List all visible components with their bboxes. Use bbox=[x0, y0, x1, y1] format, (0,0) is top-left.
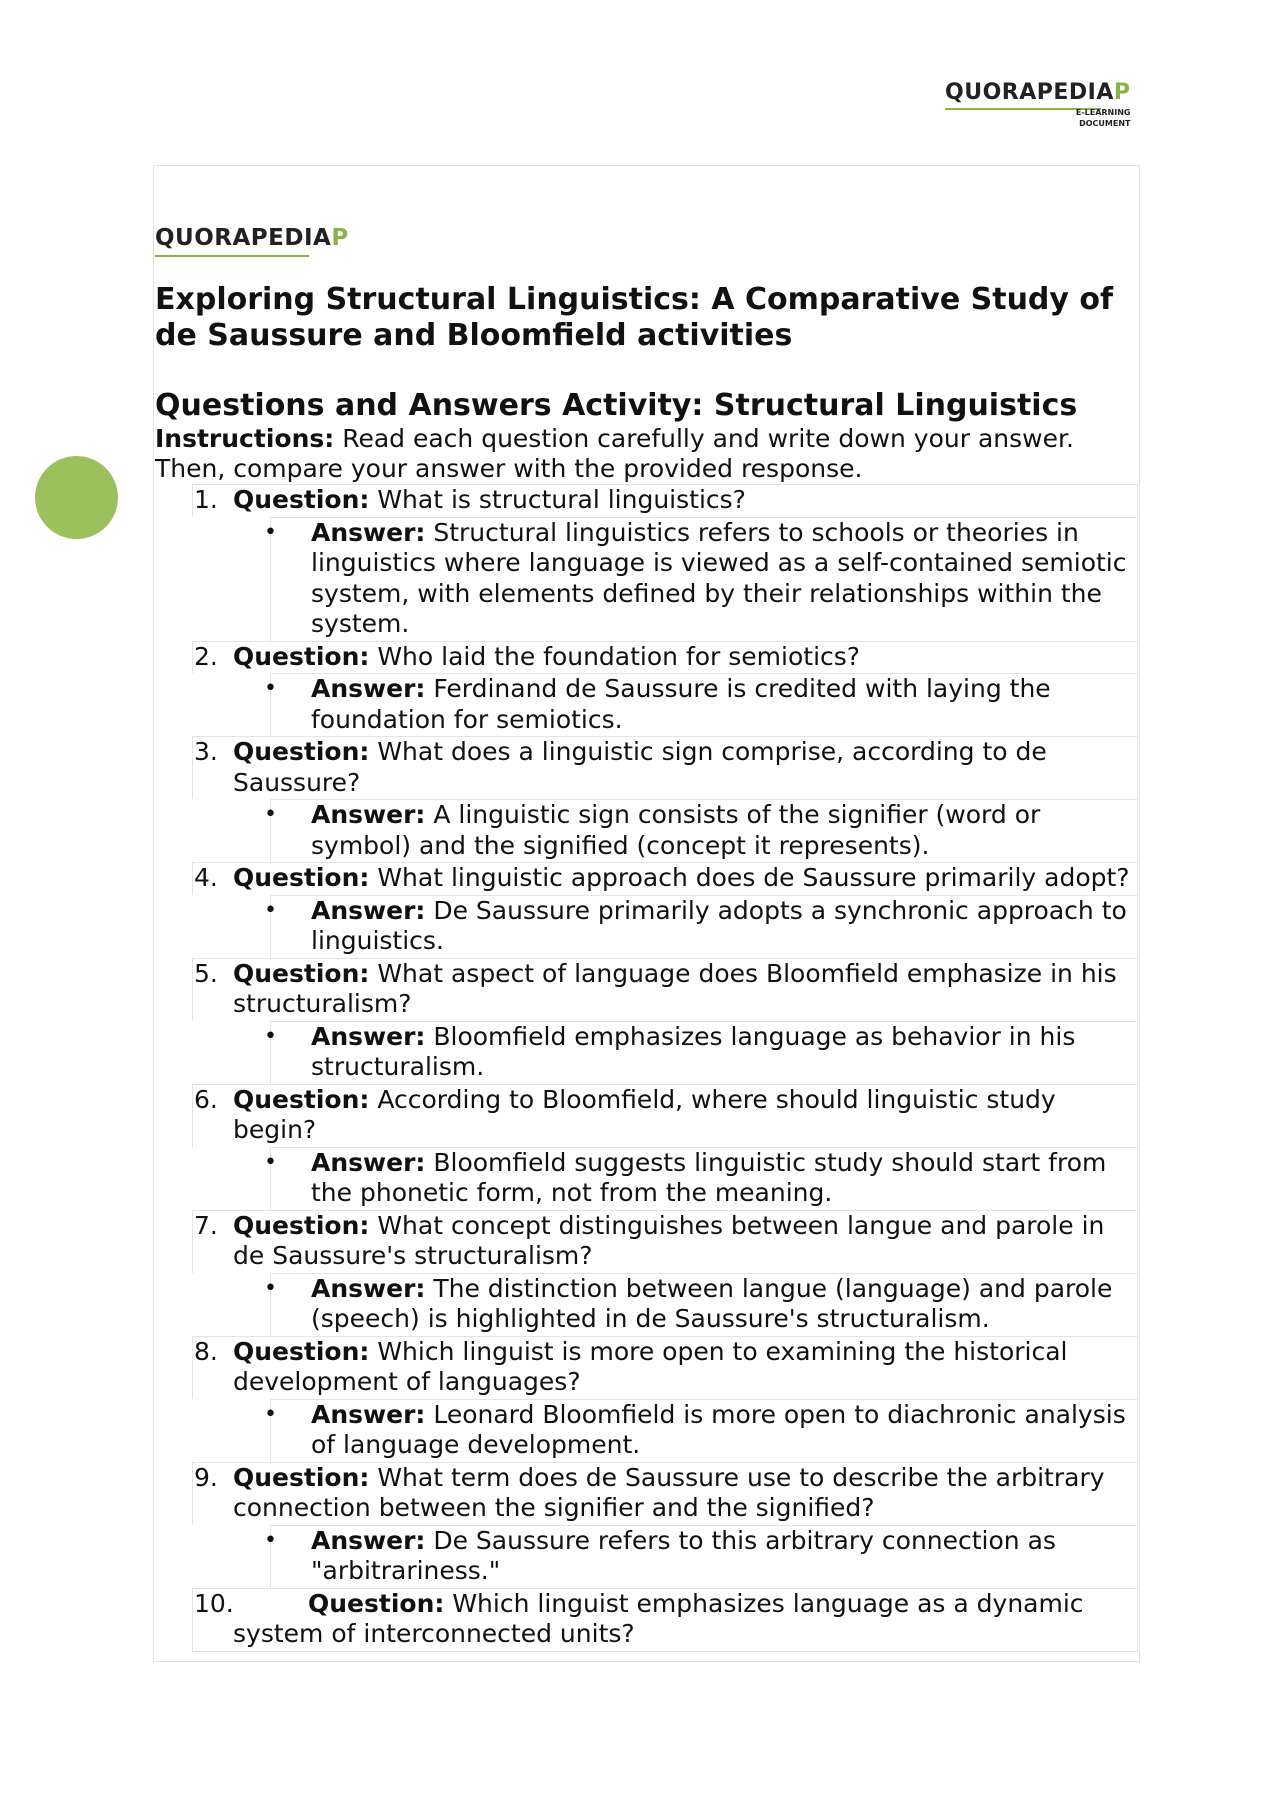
answer-item bbox=[264, 895, 1138, 958]
question-body bbox=[233, 959, 1117, 1019]
document-logo-text: QUORAPEDIA bbox=[155, 225, 332, 251]
answer-text: The distinction between langue (language) and parole (speech) is highlighted in de Saussure's structuralism. bbox=[311, 1273, 1113, 1333]
question-body bbox=[233, 737, 1047, 797]
question-text: What term does de Saussure use to describe the arbitrary connection between the signifier and the signified? bbox=[233, 1462, 1105, 1522]
question-number: 2. bbox=[194, 641, 218, 671]
question-label: Question: bbox=[233, 1210, 370, 1240]
instructions bbox=[155, 424, 1140, 484]
header-logo-text: QUORAPEDIA bbox=[945, 80, 1114, 105]
question-item bbox=[192, 1588, 1138, 1652]
answer-text: A linguistic sign consists of the signifier (word or symbol) and the signified (concept it represents). bbox=[311, 800, 1041, 860]
bullet-icon: • bbox=[264, 1149, 277, 1175]
answer-text: Structural linguistics refers to schools or theories in linguistics where language is viewed as a self-contained semiotic system, with elements defined by their relationships within the system. bbox=[311, 517, 1127, 638]
question-text: What linguistic approach does de Saussure primarily adopt? bbox=[369, 863, 1130, 892]
answer-text: Bloomfield suggests linguistic study should start from the phonetic form, not from the meaning. bbox=[311, 1147, 1107, 1207]
header-logo-wordmark bbox=[945, 80, 1131, 105]
question-item bbox=[192, 484, 1138, 517]
bullet-icon: • bbox=[264, 897, 277, 923]
answer-text: Bloomfield emphasizes language as behavior in his structuralism. bbox=[311, 1021, 1076, 1081]
question-label: Question: bbox=[233, 863, 370, 892]
question-item bbox=[192, 862, 1138, 895]
answer-label: Answer: bbox=[311, 1147, 426, 1177]
answer-item bbox=[264, 673, 1138, 736]
answer-label: Answer: bbox=[311, 674, 426, 703]
question-body bbox=[233, 1211, 1104, 1271]
answer-text: De Saussure primarily adopts a synchronic approach to linguistics. bbox=[311, 895, 1127, 955]
bullet-icon: • bbox=[264, 1275, 277, 1301]
question-number: 6. bbox=[194, 1084, 218, 1114]
question-body bbox=[233, 485, 746, 514]
document-logo bbox=[155, 225, 349, 251]
question-text: Which linguist is more open to examining the historical development of languages? bbox=[233, 1336, 1068, 1396]
question-item bbox=[192, 641, 1138, 674]
question-item bbox=[192, 1462, 1138, 1525]
question-text: What does a linguistic sign comprise, according to de Saussure? bbox=[233, 737, 1047, 797]
question-number: 1. bbox=[194, 485, 218, 514]
question-label: Question: bbox=[233, 485, 370, 514]
question-body bbox=[233, 1337, 1068, 1397]
answer-label: Answer: bbox=[311, 1399, 426, 1429]
bullet-icon: • bbox=[264, 802, 277, 827]
document-logo-underline bbox=[155, 255, 309, 257]
answer-item bbox=[264, 1399, 1138, 1462]
logo-sub-line1: E-LEARNING bbox=[1075, 108, 1131, 117]
question-body bbox=[233, 1463, 1105, 1523]
bullet-icon: • bbox=[264, 1401, 277, 1427]
question-number: 10. bbox=[194, 1588, 234, 1618]
answer-label: Answer: bbox=[311, 800, 426, 829]
question-text: According to Bloomfield, where should linguistic study begin? bbox=[233, 1084, 1056, 1144]
question-body bbox=[233, 863, 1130, 892]
document-logo-wordmark bbox=[155, 225, 349, 251]
decorative-circle-icon bbox=[35, 456, 118, 539]
question-number: 5. bbox=[194, 958, 218, 988]
question-item bbox=[192, 736, 1138, 799]
question-text: What concept distinguishes between langue and parole in de Saussure's structuralism? bbox=[233, 1210, 1105, 1270]
header-logo bbox=[945, 80, 1131, 128]
bullet-icon: • bbox=[264, 676, 277, 701]
question-label: Question: bbox=[308, 1588, 445, 1618]
question-number: 4. bbox=[194, 863, 218, 892]
question-label: Question: bbox=[233, 1462, 370, 1492]
question-number: 3. bbox=[194, 737, 218, 766]
qa-list bbox=[192, 484, 1138, 1652]
activity-subtitle: Questions and Answers Activity: Structural Linguistics bbox=[155, 388, 1078, 423]
instructions-label: Instructions: bbox=[155, 424, 335, 453]
logo-sub-line2: DOCUMENT bbox=[1079, 119, 1131, 128]
answer-label: Answer: bbox=[311, 1525, 426, 1555]
answer-label: Answer: bbox=[311, 1021, 426, 1051]
header-logo-subtitle bbox=[1076, 107, 1131, 129]
answer-text: De Saussure refers to this arbitrary connection as "arbitrariness." bbox=[311, 1525, 1056, 1585]
answer-item bbox=[264, 1525, 1138, 1588]
question-text: What is structural linguistics? bbox=[369, 485, 746, 514]
answer-label: Answer: bbox=[311, 1273, 426, 1303]
question-label: Question: bbox=[233, 641, 370, 671]
bullet-icon: • bbox=[264, 1527, 277, 1553]
question-body bbox=[233, 642, 860, 671]
question-item bbox=[192, 1210, 1138, 1273]
answer-item bbox=[264, 1147, 1138, 1210]
answer-item bbox=[264, 799, 1138, 862]
answer-text: Leonard Bloomfield is more open to diachronic analysis of language development. bbox=[311, 1399, 1126, 1459]
question-label: Question: bbox=[233, 1336, 370, 1366]
question-text: What aspect of language does Bloomfield emphasize in his structuralism? bbox=[233, 958, 1117, 1018]
question-text: Which linguist emphasizes language as a dynamic system of interconnected units? bbox=[233, 1588, 1084, 1648]
logo-mark-icon: P bbox=[1113, 80, 1131, 105]
question-item bbox=[192, 1336, 1138, 1399]
document-logo-mark-icon: P bbox=[331, 225, 349, 251]
answer-item bbox=[264, 1021, 1138, 1084]
question-number: 8. bbox=[194, 1336, 218, 1366]
answer-item bbox=[264, 517, 1138, 641]
answer-text: Ferdinand de Saussure is credited with laying the foundation for semiotics. bbox=[311, 674, 1051, 734]
bullet-icon: • bbox=[264, 1023, 277, 1049]
question-text: Who laid the foundation for semiotics? bbox=[369, 641, 861, 671]
instructions-text: Read each question carefully and write down your answer. Then, compare your answer with the provided response. bbox=[155, 424, 1074, 483]
question-item bbox=[192, 958, 1138, 1021]
answer-label: Answer: bbox=[311, 895, 426, 925]
bullet-icon: • bbox=[264, 519, 277, 545]
question-label: Question: bbox=[233, 737, 370, 766]
question-number: 9. bbox=[194, 1462, 218, 1492]
question-label: Question: bbox=[233, 1084, 370, 1114]
question-number: 7. bbox=[194, 1210, 218, 1240]
question-body bbox=[233, 1589, 1084, 1649]
question-label: Question: bbox=[233, 958, 370, 988]
question-body bbox=[233, 1085, 1056, 1145]
question-item bbox=[192, 1084, 1138, 1147]
document-title: Exploring Structural Linguistics: A Comparative Study of de Saussure and Bloomfield activities bbox=[155, 282, 1114, 353]
answer-item bbox=[264, 1273, 1138, 1336]
answer-label: Answer: bbox=[311, 517, 426, 547]
